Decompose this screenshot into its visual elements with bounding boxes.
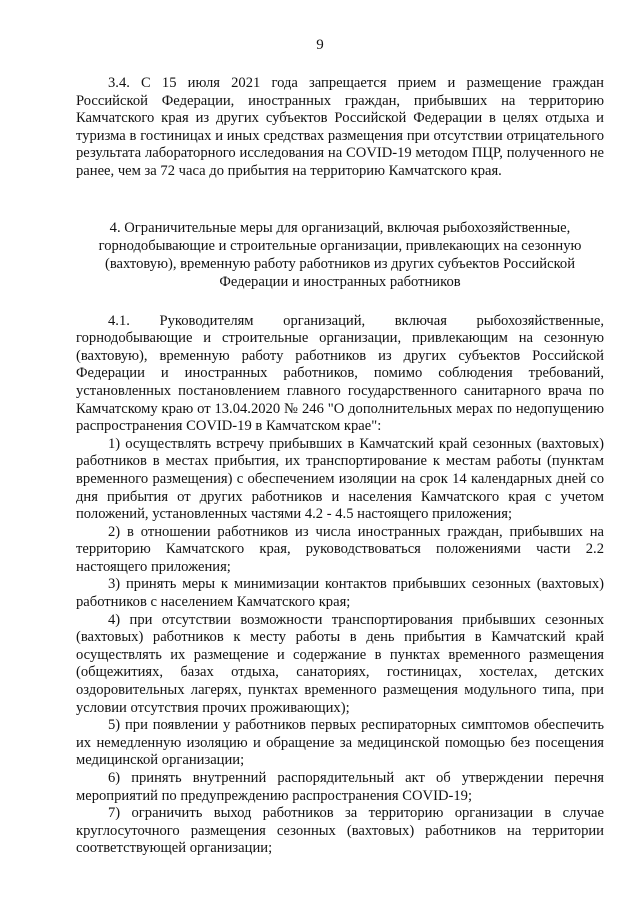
document-body — [76, 75, 604, 858]
list-item-6: 6) принять внутренний распорядительный акт об утверждении перечня мероприятий по предупреждению распространения COVID-19; — [76, 770, 604, 804]
list-item-4: 4) при отсутствии возможности транспортирования прибывших сезонных (вахтовых) работников к месту работы в день прибытия в Камчатский край осуществлять их размещение и содержание в пунктах временного размещения (общежитиях, базах отдыха, санаториях, гостиницах, хостелах, детских оздоровительных лагерях, пунктах временного размещения модульного типа, при условии отсутствия прочих проживающих); — [76, 611, 604, 716]
list-item-3: 3) принять меры к минимизации контактов прибывших сезонных (вахтовых) работников с населением Камчатского края; — [76, 576, 604, 611]
list-item-5: 5) при появлении у работников первых респираторных симптомов обеспечить их немедленную изоляцию и обращение за медицинской помощью без посещения медицинской организации; — [76, 717, 604, 769]
list-item-7: 7) ограничить выход работников за территорию организации в случае круглосуточного размещения сезонных (вахтовых) работников на территории соответствующей организации; — [76, 805, 604, 857]
page-number: 9 — [316, 37, 324, 53]
list-item-2: 2) в отношении работников из числа иностранных граждан, прибывших на территорию Камчатского края, руководствоваться положениями части 2.2 настоящего приложения; — [76, 523, 604, 575]
paragraph-3-4: 3.4. С 15 июля 2021 года запрещается прием и размещение граждан Российской Федерации, иностранных граждан, прибывших на территорию Камчатского края из других субъектов Российской Федерации в целях отдыха и туризма в гостиницах и иных средствах размещения при отсутствии отрицательного результата лабораторного исследования на COVID-19 методом ПЦР, полученного не ранее, чем за 72 часа до прибытия на территорию Камчатского края. — [76, 75, 604, 179]
paragraph-4-1: 4.1. Руководителям организаций, включая рыбохозяйственные, горнодобывающие и строительные организации, привлекающим на сезонную (вахтовую), временную работу работников из других субъектов Российской Федерации и иностранных работников, помимо соблюдения требований, установленных постановлением главного государственного санитарного врача по Камчатскому краю от 13.04.2020 № 246 "О дополнительных мерах по недопущению распространения COVID-19 в Камчатском крае": — [76, 312, 604, 435]
list-item-1: 1) осуществлять встречу прибывших в Камчатский край сезонных (вахтовых) работников в местах прибытия, их транспортирование к местам работы (пунктам временного размещения) с обеспечением изоляции на срок 14 календарных дней со дня прибытия от других работников и населения Камчатского края с учетом положений, установленных частями 4.2 - 4.5 настоящего приложения; — [76, 435, 604, 523]
section-heading-4: 4. Ограничительные меры для организаций, включая рыбохозяйственные, горнодобывающие и строительные организации, привлекающих на сезонную (вахтовую), временную работу работников из других субъектов Российской Федерации и иностранных работников — [98, 219, 582, 290]
